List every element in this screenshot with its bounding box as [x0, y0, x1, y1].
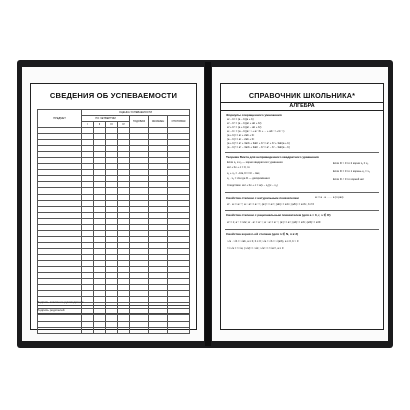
formula-line: a³ − b³ = (a − b)(a² + ab + b²)	[227, 122, 262, 125]
grade-cell	[130, 327, 149, 333]
section-nth-root: Свойства корня n-ой степени (для n ∈ N, n ≥ 2)	[226, 232, 299, 236]
col-q4: IV	[118, 122, 130, 128]
roots-line: Если D = 0 то 1 корень x₁ = x₂	[333, 170, 370, 173]
divider	[225, 229, 379, 230]
grade-cell	[94, 327, 106, 333]
formula-line: (a − b)² = a² − 2ab + b²	[227, 138, 255, 141]
formula-line: aⁿ − bⁿ = (a − b)(aⁿ⁻¹ + aⁿ⁻²b + ... + abⁿ⁻² + bⁿ⁻¹)	[227, 130, 285, 133]
grade-cell	[82, 327, 94, 333]
vieta-line: Следствие: ax² + bx + c = a(x − x₁)(x − x₂)	[227, 184, 278, 187]
section-vieta: Теорема Виета для неприведенного квадратного уравнения	[226, 155, 319, 159]
section-natural-power: Свойства степени с натуральным показателем	[226, 196, 299, 200]
col-annual: ГОДОВАЯ	[130, 116, 149, 128]
grade-row	[38, 327, 190, 333]
nth-root-line: ᵐ√ⁿ√a = ᵐⁿ√a; (ⁿ√a)ᵏ = ⁿ√aᵏ; ⁿ√aᵐ = ⁿᵏ√aᵐᵏ, a ≥ 0	[227, 247, 284, 250]
signature-parents: Подпись родителей	[37, 308, 189, 314]
divider	[225, 210, 379, 211]
signature-teacher: Подпись классного руководителя	[37, 300, 189, 306]
divider	[225, 152, 379, 153]
left-page	[22, 67, 204, 341]
vieta-line: ax² + bx + c = 0, то	[227, 166, 250, 169]
grades-frame	[30, 83, 197, 330]
diary-spine	[205, 62, 211, 346]
reference-frame	[220, 83, 384, 330]
col-subject: ПРЕДМЕТ	[38, 110, 82, 128]
right-page	[212, 67, 388, 341]
formula-line: a³ + b³ = (a + b)(a² − ab + b²)	[227, 126, 262, 129]
col-exam: ЭКЗАМЕН	[149, 116, 168, 128]
natural-power-line: a⁰ · aⁿ = aⁿ⁺⁰; aⁿ : aᵐ = aⁿ⁻ᵐ; (aⁿ)ᵐ = aⁿᵐ; (ab)ⁿ = aⁿbⁿ; (a/b)ⁿ = aⁿ/bⁿ, b ≠ 0	[227, 203, 315, 206]
roots-line: Если D < 0 то корней нет	[333, 178, 365, 181]
grade-cell	[106, 327, 118, 333]
grade-cell	[168, 327, 190, 333]
grade-cell	[149, 327, 168, 333]
col-q2: II	[94, 122, 106, 128]
vieta-line: x₁ · x₂ = c/a где D — дискриминант.	[227, 177, 271, 180]
rational-power-line: a⁰ = 1; a⁻ʳ = 1/aʳ; aʳ · aˢ = aʳ⁺ˢ; aʳ : aˢ = aʳ⁻ˢ; (aʳ)ˢ = aʳˢ; (ab)ʳ = aʳbʳ; (a/b)ʳ = aʳ/bʳ	[227, 221, 321, 224]
divider	[225, 192, 379, 193]
formula-line: a² − b² = (a − b)(a + b)	[227, 118, 254, 121]
formula-line: (a − b)³ = a³ − 3a²b + 3ab² − b³ = a³ − b³ − 3ab(a − b)	[227, 146, 290, 149]
section-rational-power: Свойства степени с рациональным показателем (для a > 0, r, s ∈ R)	[226, 213, 331, 217]
grade-cell	[38, 327, 82, 333]
col-q1: I	[82, 122, 94, 128]
col-q3: III	[106, 122, 118, 128]
formula-line: (a + b)² = a² + 2ab + b²	[227, 134, 255, 137]
reference-title: СПРАВОЧНИК ШКОЛЬНИКА*	[248, 91, 356, 100]
grade-cell	[118, 327, 130, 333]
vieta-line: x₁ + x₂ = −b/a, D = b² − 4ac,	[227, 172, 261, 175]
algebra-heading: АЛГЕБРА	[221, 102, 383, 111]
roots-line: Если D > 0 то 2 корня x₁ ≠ x₂	[333, 162, 369, 165]
vieta-line: Если x₁ и x₂ — корни квадратного уравнения	[227, 161, 283, 164]
natural-power-definition: aⁿ = a · a · ... · a (n раз)	[315, 196, 344, 199]
col-final: ИТОГОВАЯ	[168, 116, 190, 128]
grades-table	[37, 109, 189, 297]
nth-root-line: ⁿ√a · ⁿ√b = ⁿ√ab, a ≥ 0, b ≥ 0; ⁿ√a / ⁿ√b = ⁿ√(a/b), a ≥ 0, b > 0	[227, 240, 299, 243]
formula-line: (a + b)³ = a³ + 3a²b + 3ab² + b³ = a³ + b³ + 3ab(a + b)	[227, 142, 290, 145]
grades-title: СВЕДЕНИЯ ОБ УСПЕВАЕМОСТИ	[49, 91, 178, 100]
col-grades: ОЦЕНКА УСПЕВАЕМОСТИ	[82, 110, 190, 116]
col-quarters: ПО ЧЕТВЕРТЯМ	[82, 116, 130, 122]
section-abbreviated-multiplication: Формулы сокращенного умножения	[226, 113, 282, 117]
